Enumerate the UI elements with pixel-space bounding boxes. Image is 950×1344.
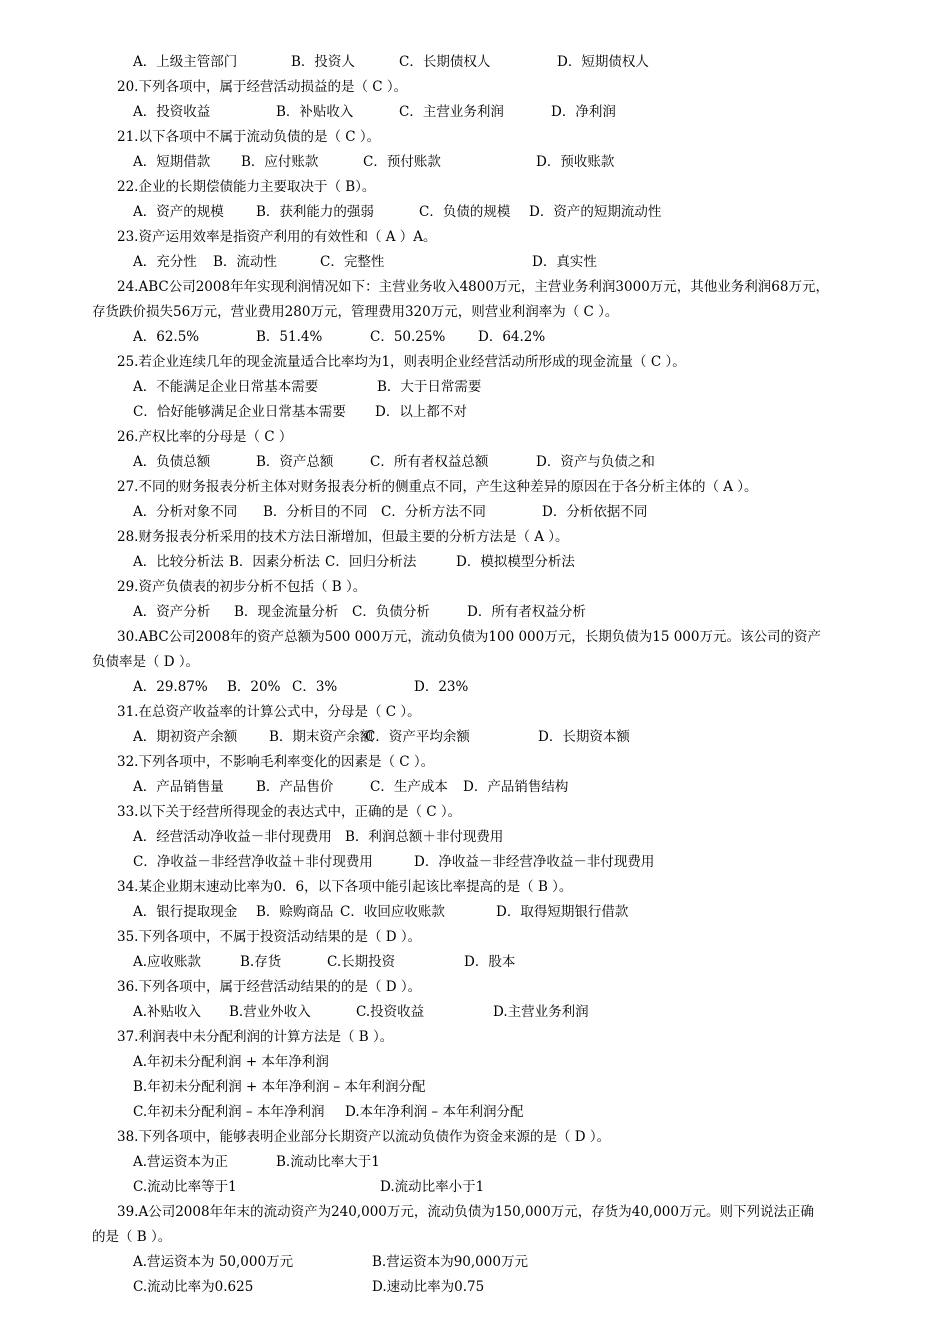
text-line [0, 750, 950, 774]
text-line [0, 1175, 950, 1199]
text-segment: A.应收账款 [133, 954, 202, 970]
text-segment: B.营业外收入 [229, 1004, 311, 1020]
text-segment: B．赊购商品 [256, 904, 334, 920]
text-segment: A．不能满足企业日常基本需要 [133, 379, 319, 395]
text-line [0, 1025, 950, 1049]
text-line [0, 975, 950, 999]
text-line [0, 1125, 950, 1149]
text-segment: A．资产分析 [133, 604, 211, 620]
text-line [0, 425, 950, 449]
text-segment: D．模拟模型分析法 [456, 554, 575, 570]
text-segment: D．64.2% [478, 329, 546, 345]
text-line [0, 1075, 950, 1099]
text-line [0, 400, 950, 424]
text-line [0, 1050, 950, 1074]
text-segment: B．期末资产余额 [269, 729, 374, 745]
text-segment: D．净利润 [551, 104, 616, 120]
text-line [0, 600, 950, 624]
text-line [0, 275, 950, 299]
text-segment: B．产品售价 [256, 779, 334, 795]
text-segment: B．补贴收入 [276, 104, 354, 120]
text-segment: C.投资收益 [356, 1004, 425, 1020]
text-segment: D．短期债权人 [557, 54, 649, 70]
text-segment: B．51.4% [256, 329, 323, 345]
text-segment: 32.下列各项中，不影响毛利率变化的因素是（ C ）。 [117, 754, 435, 770]
text-line [0, 900, 950, 924]
text-line [0, 1225, 950, 1249]
text-segment: B．分析目的不同 [263, 504, 368, 520]
text-segment: D．真实性 [532, 254, 597, 270]
text-segment: D.流动比率小于1 [380, 1179, 485, 1195]
text-segment: D．股本 [464, 954, 516, 970]
text-segment: 33.以下关于经营所得现金的表达式中，正确的是（ C ）。 [117, 804, 462, 820]
text-line [0, 125, 950, 149]
text-segment: 26.产权比率的分母是（ C ） [117, 429, 293, 445]
text-segment: 的是（ B ）。 [92, 1229, 172, 1245]
text-line [0, 725, 950, 749]
text-segment: 21.以下各项中不属于流动负债的是（ C ）。 [117, 129, 381, 145]
text-segment: 29.资产负债表的初步分析不包括（ B ）。 [117, 579, 367, 595]
text-segment: A．投资收益 [133, 104, 211, 120]
text-segment: B．投资人 [291, 54, 355, 70]
text-segment: A．分析对象不同 [133, 504, 238, 520]
text-segment: D.速动比率为0.75 [372, 1279, 485, 1295]
text-segment: C．预付账款 [363, 154, 441, 170]
text-segment: C．回归分析法 [325, 554, 417, 570]
text-line [0, 250, 950, 274]
text-segment: D．以上都不对 [375, 404, 467, 420]
text-line [0, 300, 950, 324]
text-segment: C．负债的规模 [419, 204, 511, 220]
text-line [0, 800, 950, 824]
text-segment: B．大于日常需要 [377, 379, 482, 395]
text-segment: C．收回应收账款 [340, 904, 445, 920]
text-segment: C．主营业务利润 [399, 104, 504, 120]
text-segment: D．预收账款 [536, 154, 615, 170]
text-line [0, 225, 950, 249]
text-segment: A．上级主管部门 [133, 54, 238, 70]
text-segment: B．流动性 [213, 254, 277, 270]
text-line [0, 1100, 950, 1124]
text-segment: C．分析方法不同 [381, 504, 486, 520]
text-segment: A.补贴收入 [133, 1004, 202, 1020]
text-line [0, 375, 950, 399]
text-line [0, 825, 950, 849]
text-line [0, 1275, 950, 1299]
text-segment: C．完整性 [320, 254, 385, 270]
text-segment: A．负债总额 [133, 454, 211, 470]
text-line [0, 1250, 950, 1274]
text-line [0, 525, 950, 549]
text-segment: B．因素分析法 [229, 554, 320, 570]
text-segment: B．获利能力的强弱 [256, 204, 374, 220]
text-segment: 34.某企业期末速动比率为0．6，以下各项中能引起该比率提高的是（ B ）。 [117, 879, 573, 895]
text-line [0, 625, 950, 649]
text-line [0, 75, 950, 99]
text-line [0, 700, 950, 724]
text-segment: A．短期借款 [133, 154, 211, 170]
text-segment: A．29.87% [133, 679, 208, 695]
text-line [0, 775, 950, 799]
text-line [0, 1150, 950, 1174]
text-segment: A．充分性 [133, 254, 197, 270]
text-segment: A．经营活动净收益－非付现费用 [133, 829, 332, 845]
text-segment: A．期初资产余额 [133, 729, 238, 745]
text-line [0, 200, 950, 224]
text-segment: C.流动比率等于1 [133, 1179, 237, 1195]
text-segment: C．净收益－非经营净收益＋非付现费用 [133, 854, 373, 870]
text-segment: A．产品销售量 [133, 779, 224, 795]
text-line [0, 175, 950, 199]
text-line [0, 675, 950, 699]
text-segment: D．净收益－非经营净收益－非付现费用 [414, 854, 655, 870]
text-line [0, 50, 950, 74]
text-segment: 37.利润表中未分配利润的计算方法是（ B ）。 [117, 1029, 394, 1045]
text-segment: B．应付账款 [241, 154, 319, 170]
text-segment: D．产品销售结构 [463, 779, 569, 795]
text-segment: D．长期资本额 [538, 729, 630, 745]
text-segment: 30.ABC公司2008年的资产总额为500 000万元，流动负债为100 000万元，长期负债为15 000万元。该公司的资产 [117, 629, 821, 645]
text-line [0, 550, 950, 574]
text-segment: C．恰好能够满足企业日常基本需要 [133, 404, 346, 420]
text-segment: B.流动比率大于1 [276, 1154, 380, 1170]
text-line [0, 650, 950, 674]
text-segment: A．比较分析法 [133, 554, 224, 570]
text-segment: A．62.5% [133, 329, 200, 345]
text-segment: A.年初未分配利润 + 本年净利润 [133, 1054, 329, 1070]
text-segment: 35.下列各项中，不属于投资活动结果的是（ D ）。 [117, 929, 422, 945]
text-segment: 22.企业的长期偿债能力主要取决于（ B）。 [117, 179, 376, 195]
text-segment: B.营运资本为90,000万元 [372, 1254, 528, 1270]
text-line [0, 575, 950, 599]
text-segment: 23.资产运用效率是指资产利用的有效性和（ A ）A。 [117, 229, 437, 245]
text-segment: A．资产的规模 [133, 204, 224, 220]
text-line [0, 350, 950, 374]
text-segment: D．所有者权益分析 [467, 604, 586, 620]
text-segment: D．取得短期银行借款 [496, 904, 629, 920]
text-segment: C．所有者权益总额 [370, 454, 489, 470]
text-segment: 24.ABC公司2008年年实现利润情况如下：主营业务收入4800万元，主营业务利润3000万元，其他业务利润68万元， [117, 279, 829, 295]
text-segment: 27.不同的财务报表分析主体对财务报表分析的侧重点不同，产生这种差异的原因在于各分析主体的（ A ）。 [117, 479, 758, 495]
text-segment: A.营运资本为 50,000万元 [133, 1254, 294, 1270]
text-segment: B．现金流量分析 [234, 604, 339, 620]
text-segment: C．资产平均余额 [365, 729, 470, 745]
text-segment: C.流动比率为0.625 [133, 1279, 254, 1295]
text-line [0, 450, 950, 474]
text-segment: 负债率是（ D ）。 [92, 654, 200, 670]
text-line [0, 475, 950, 499]
text-segment: 31.在总资产收益率的计算公式中，分母是（ C ）。 [117, 704, 421, 720]
text-segment: D.本年净利润 – 本年利润分配 [345, 1104, 524, 1120]
text-segment: C．3% [292, 679, 338, 695]
text-segment: 38.下列各项中，能够表明企业部分长期资产以流动负债作为资金来源的是（ D ）。 [117, 1129, 611, 1145]
text-line [0, 100, 950, 124]
text-line [0, 925, 950, 949]
text-segment: B．20% [227, 679, 281, 695]
text-segment: 20.下列各项中，属于经营活动损益的是（ C ）。 [117, 79, 408, 95]
text-line [0, 150, 950, 174]
text-segment: C．负债分析 [352, 604, 430, 620]
text-segment: B.存货 [240, 954, 282, 970]
text-segment: C．生产成本 [370, 779, 448, 795]
text-line [0, 875, 950, 899]
text-segment: B．资产总额 [256, 454, 334, 470]
text-line [0, 1200, 950, 1224]
text-line [0, 325, 950, 349]
text-segment: B．利润总额＋非付现费用 [345, 829, 504, 845]
text-line [0, 1000, 950, 1024]
text-segment: A．银行提取现金 [133, 904, 238, 920]
text-segment: 39.A公司2008年年末的流动资产为240,000万元，流动负债为150,000万元，存货为40,000万元。则下列说法正确 [117, 1204, 814, 1220]
text-line [0, 500, 950, 524]
text-segment: C．50.25% [370, 329, 446, 345]
text-segment: A.营运资本为正 [133, 1154, 229, 1170]
text-segment: D．资产与负债之和 [536, 454, 655, 470]
text-segment: 25.若企业连续几年的现金流量适合比率均为1，则表明企业经营活动所形成的现金流量（ C ）。 [117, 354, 686, 370]
text-line [0, 950, 950, 974]
text-segment: 36.下列各项中，属于经营活动结果的的是（ D ）。 [117, 979, 422, 995]
text-segment: D．23% [414, 679, 469, 695]
text-segment: D．资产的短期流动性 [529, 204, 662, 220]
text-segment: D．分析依据不同 [542, 504, 648, 520]
text-segment: C.长期投资 [327, 954, 396, 970]
text-segment: 存货跌价损失56万元，营业费用280万元，管理费用320万元，则营业利润率为（ C ）。 [92, 304, 619, 320]
text-line [0, 850, 950, 874]
text-segment: C.年初未分配利润 – 本年净利润 [133, 1104, 325, 1120]
text-segment: 28.财务报表分析采用的技术方法日渐增加，但最主要的分析方法是（ A ）。 [117, 529, 569, 545]
text-segment: C．长期债权人 [399, 54, 491, 70]
text-segment: D.主营业务利润 [493, 1004, 589, 1020]
text-segment: B.年初未分配利润 + 本年净利润 – 本年利润分配 [133, 1079, 426, 1095]
